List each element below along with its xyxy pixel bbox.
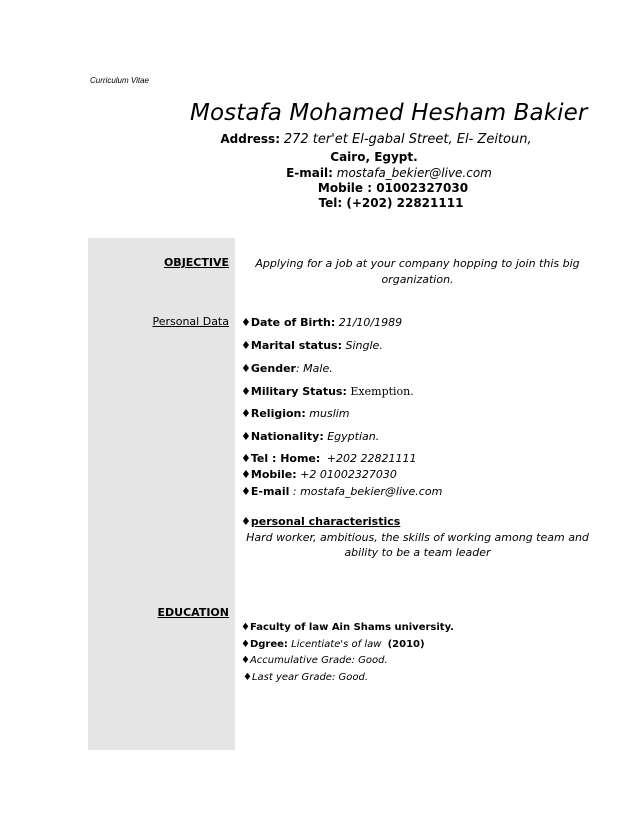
objective-text: Applying for a job at your company hopping to join this big organization. bbox=[255, 257, 580, 286]
tel-line: Tel: (+202) 22821111 bbox=[318, 196, 464, 210]
document-label: Curriculum Vitae bbox=[90, 76, 149, 85]
objective-title: OBJECTIVE bbox=[163, 256, 229, 269]
email-line bbox=[70, 166, 638, 180]
bullet-icon: ♦ bbox=[241, 622, 250, 633]
personal-characteristics-text: Hard worker, ambitious, the skills of working among team and ability to be a team leader bbox=[246, 531, 589, 559]
bullet-icon: ♦ bbox=[243, 672, 252, 683]
personal-characteristics-title: ♦personal characteristics bbox=[241, 515, 401, 528]
grade-item: ♦Accumulative Grade: Good. bbox=[241, 655, 388, 666]
faculty-item: ♦Faculty of law Ain Shams university. bbox=[241, 622, 454, 633]
bullet-icon: ♦ bbox=[241, 362, 251, 375]
candidate-name: Mostafa Mohamed Hesham Bakier bbox=[190, 100, 588, 126]
education-title: EDUCATION bbox=[157, 606, 229, 619]
bullet-icon: ♦ bbox=[241, 430, 251, 443]
marital-item: ♦Marital status: Single. bbox=[241, 339, 383, 352]
tel-item: ♦Tel : Home: +202 22821111 bbox=[241, 452, 417, 465]
bullet-icon: ♦ bbox=[241, 639, 250, 650]
gender-item: ♦Gender: Male. bbox=[241, 362, 333, 375]
degree-item: ♦Dgree: Licentiate's of law (2010) bbox=[241, 639, 425, 650]
bullet-icon: ♦ bbox=[241, 452, 251, 465]
address-label: Address: bbox=[220, 132, 280, 146]
address-value: 272 ter'et El-gabal Street, El- Zeitoun, bbox=[283, 132, 532, 147]
bullet-icon: ♦ bbox=[241, 339, 251, 352]
personal-data-title: Personal Data bbox=[152, 315, 229, 328]
nationality-item: ♦Nationality: Egyptian. bbox=[241, 430, 380, 443]
bullet-icon: ♦ bbox=[241, 515, 251, 528]
dob-item: ♦Date of Birth: 21/10/1989 bbox=[241, 316, 403, 329]
email-item: ♦E-mail : mostafa_bekier@live.com bbox=[241, 485, 443, 498]
mobile-line: Mobile : 01002327030 bbox=[317, 181, 469, 195]
bullet-icon: ♦ bbox=[241, 407, 251, 420]
last-year-grade-item: ♦Last year Grade: Good. bbox=[243, 672, 369, 683]
bullet-icon: ♦ bbox=[241, 385, 251, 398]
bullet-icon: ♦ bbox=[241, 468, 251, 481]
bullet-icon: ♦ bbox=[241, 316, 251, 329]
religion-item: ♦Religion: muslim bbox=[241, 407, 350, 420]
city-line: Cairo, Egypt. bbox=[330, 150, 418, 164]
email-value: mostafa_bekier@live.com bbox=[336, 166, 492, 180]
address-line bbox=[57, 132, 638, 147]
bullet-icon: ♦ bbox=[241, 655, 250, 666]
email-label: E-mail: bbox=[286, 166, 333, 180]
mobile-item: ♦Mobile: +2 01002327030 bbox=[241, 468, 397, 481]
bullet-icon: ♦ bbox=[241, 485, 251, 498]
military-item: ♦Military Status: Exemption. bbox=[241, 385, 414, 398]
